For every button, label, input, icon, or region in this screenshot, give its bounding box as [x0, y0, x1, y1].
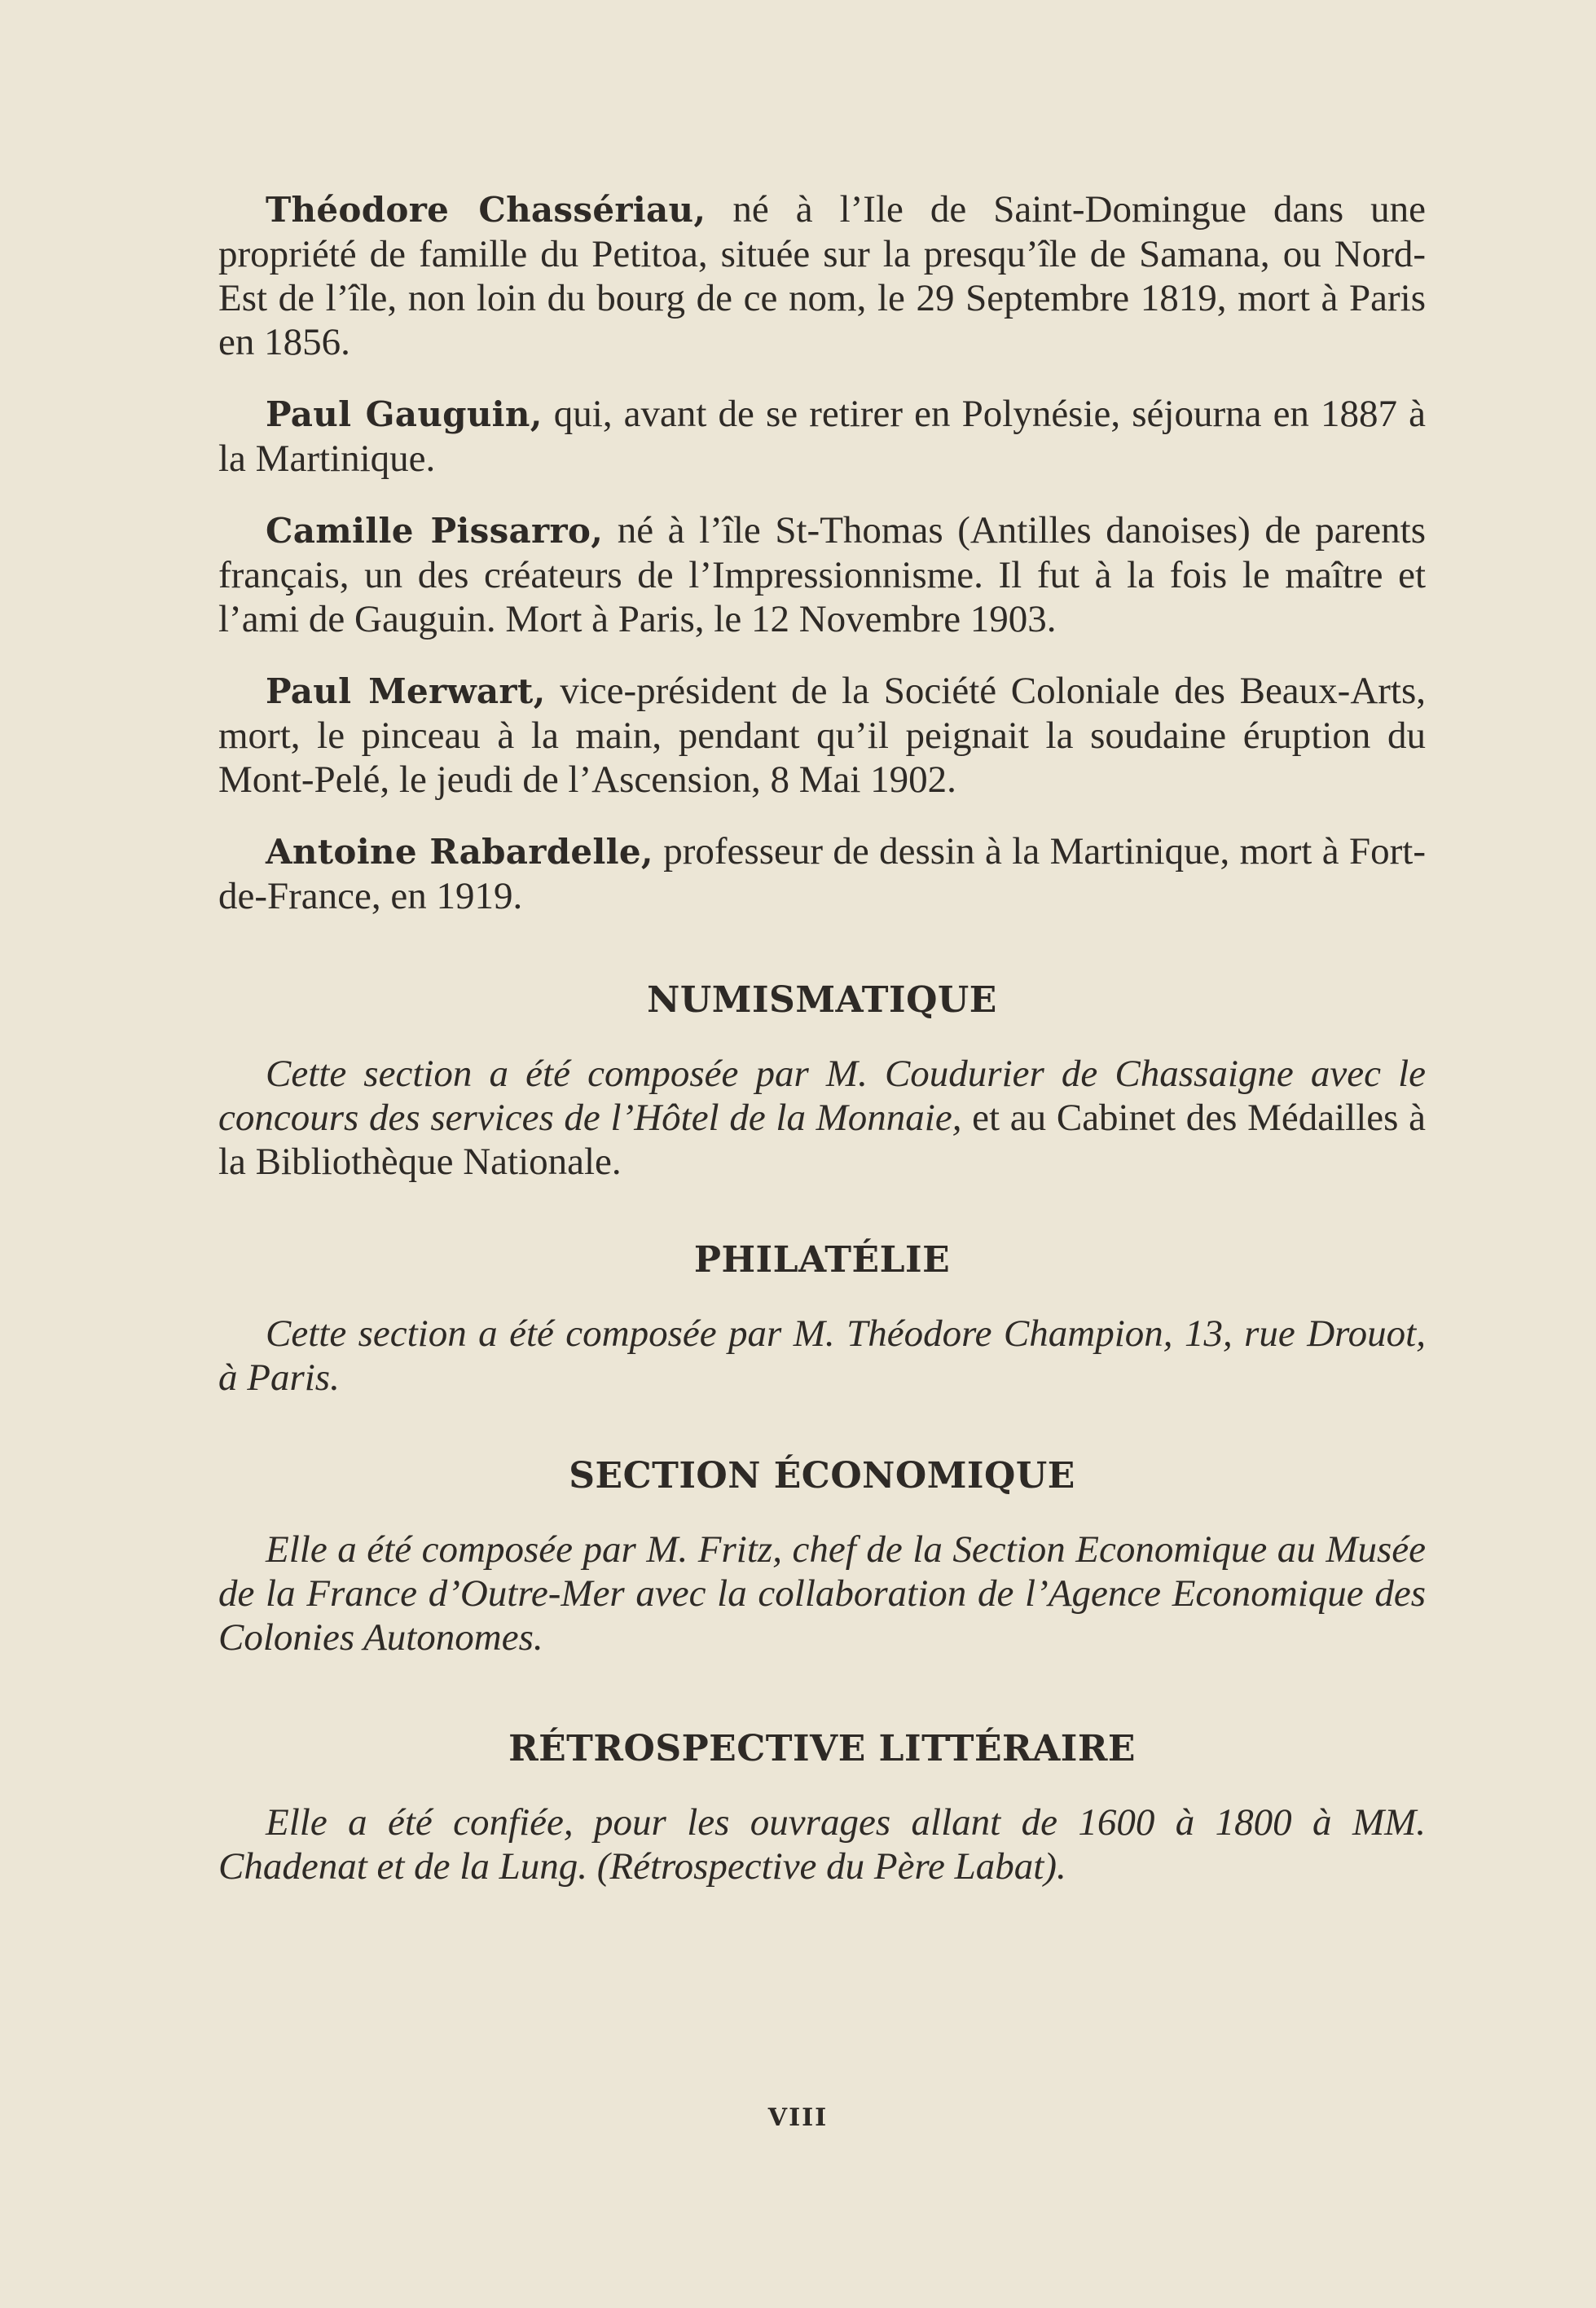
bio-text: qui, avant de se retirer en Polynésie, séjourna en 1887 à la Martinique. — [218, 393, 1426, 480]
section-title-retrospective: RÉTROSPECTIVE LITTÉRAIRE — [508, 1728, 1136, 1769]
artist-name: Paul Gauguin, — [266, 394, 543, 434]
section-italic-text: Cette section a été composée par M. Coudurier de Chassaigne avec le concours des services de l’Hôtel de la Monnaie, — [218, 1053, 1426, 1139]
section-title-economique: SECTION ÉCONOMIQUE — [569, 1455, 1075, 1497]
bio-paragraph — [218, 508, 1426, 641]
artist-name: Paul Merwart, — [266, 671, 546, 711]
page-content — [218, 187, 1426, 1888]
section-body-retrospective — [218, 1800, 1426, 1888]
section-italic-text: Cette section a été composée par M. Théodore Champion, 13, rue Drouot, à Paris. — [218, 1312, 1426, 1399]
section-roman-text: et au Cabinet des Médailles à la Bibliothèque Nationale. — [218, 1097, 1426, 1183]
section-body-economique — [218, 1528, 1426, 1660]
bio-paragraph — [218, 829, 1426, 918]
bio-paragraph — [218, 392, 1426, 481]
bio-paragraph — [218, 187, 1426, 364]
section-italic-text: Elle a été composée par M. Fritz, chef de la Section Economique au Musée de la France d’Outre-Mer avec la collaboration de l’Agence Economique des Colonies Autonomes. — [218, 1528, 1426, 1659]
bio-paragraph — [218, 669, 1426, 802]
bio-text: professeur de dessin à la Martinique, mort à Fort-de-France, en 1919. — [218, 830, 1426, 917]
artist-name: Antoine Rabardelle, — [266, 832, 653, 872]
artist-name: Théodore Chassériau, — [266, 190, 706, 230]
bio-text: vice-président de la Société Coloniale des Beaux-Arts, mort, le pinceau à la main, pendant qu’il peignait la soudaine éruption du Mont-Pelé, le jeudi de l’Ascension, 8 Mai 1902. — [218, 670, 1427, 801]
bio-text: né à l’Ile de Saint-Domingue dans une propriété de famille du Petitoa, située sur la presqu’île de Samana, ou Nord-Est de l’île, non loin du bourg de ce nom, le 29 Septembre 1819, mort à Paris en 1856. — [218, 188, 1426, 363]
section-italic-text: Elle a été confiée, pour les ouvrages allant de 1600 à 1800 à MM. Chadenat et de la Lung. (Rétrospective du Père Labat). — [218, 1801, 1426, 1888]
section-title-philatelie: PHILATÉLIE — [693, 1239, 951, 1281]
section-title-numismatique: NUMISMATIQUE — [647, 979, 997, 1021]
bio-text: né à l’île St-Thomas (Antilles danoises) de parents français, un des créateurs de l’Impressionnisme. Il fut à la fois le maître et l’ami de Gauguin. Mort à Paris, le 12 Novembre 1903. — [218, 509, 1427, 640]
section-body-philatelie — [218, 1312, 1426, 1400]
section-body-numismatique — [218, 1052, 1426, 1184]
artist-name: Camille Pissarro, — [266, 511, 604, 551]
page-number: VIII — [767, 2104, 829, 2132]
